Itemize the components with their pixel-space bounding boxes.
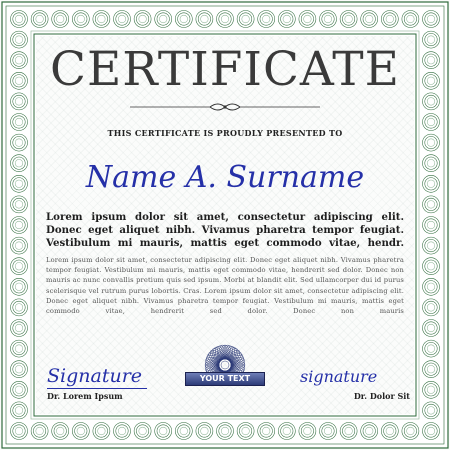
presented-to-line: THIS CERTIFICATE IS PROUDLY PRESENTED TO	[107, 128, 343, 138]
rosette-core	[218, 358, 232, 372]
certificate-title: CERTIFICATE	[50, 42, 400, 97]
left-signature-script: Signature	[47, 365, 143, 387]
right-signature-script: signature	[300, 367, 378, 386]
right-signatory-name: Dr. Dolor Sit	[353, 391, 410, 401]
seal-label: YOUR TEXT	[185, 372, 265, 386]
lead-paragraph: Lorem ipsum dolor sit amet, consectetur adipiscing elit. Donec eget aliquet nibh. Vivamus pharetra tempor feugiat. Vestibulum mi mauris, mattis eget commodo vitae, hendr.	[46, 211, 404, 249]
rosette-core	[221, 361, 229, 369]
title-ornament	[130, 100, 320, 114]
recipient-name: Name A. Surname	[85, 160, 365, 195]
left-signature-underline	[47, 388, 147, 389]
left-signatory-name: Dr. Lorem Ipsum	[47, 391, 123, 401]
body-paragraph: Lorem ipsum dolor sit amet, consectetur adipiscing elit. Donec eget aliquet nibh. Vivamus pharetra tempor feugiat. Vestibulum mi mauris, mattis eget commodo vitae, hendrerit sed dolor. Donec non mauris ac nunc convallis pretium quis sed ipsum. Morbi at blandit elit. Sed ullamcorper dui id purus scelerisque vel rutrum purus lobortis. Cras. Lorem ipsum dolor sit amet, consectetur adipiscing elit. Donec eget aliquet nibh. Vivamus pharetra tempor feugiat. Vestibulum mi mauris, mattis eget commodo vitae, hendrerit sed dolor. Donec non mauris	[46, 256, 404, 316]
